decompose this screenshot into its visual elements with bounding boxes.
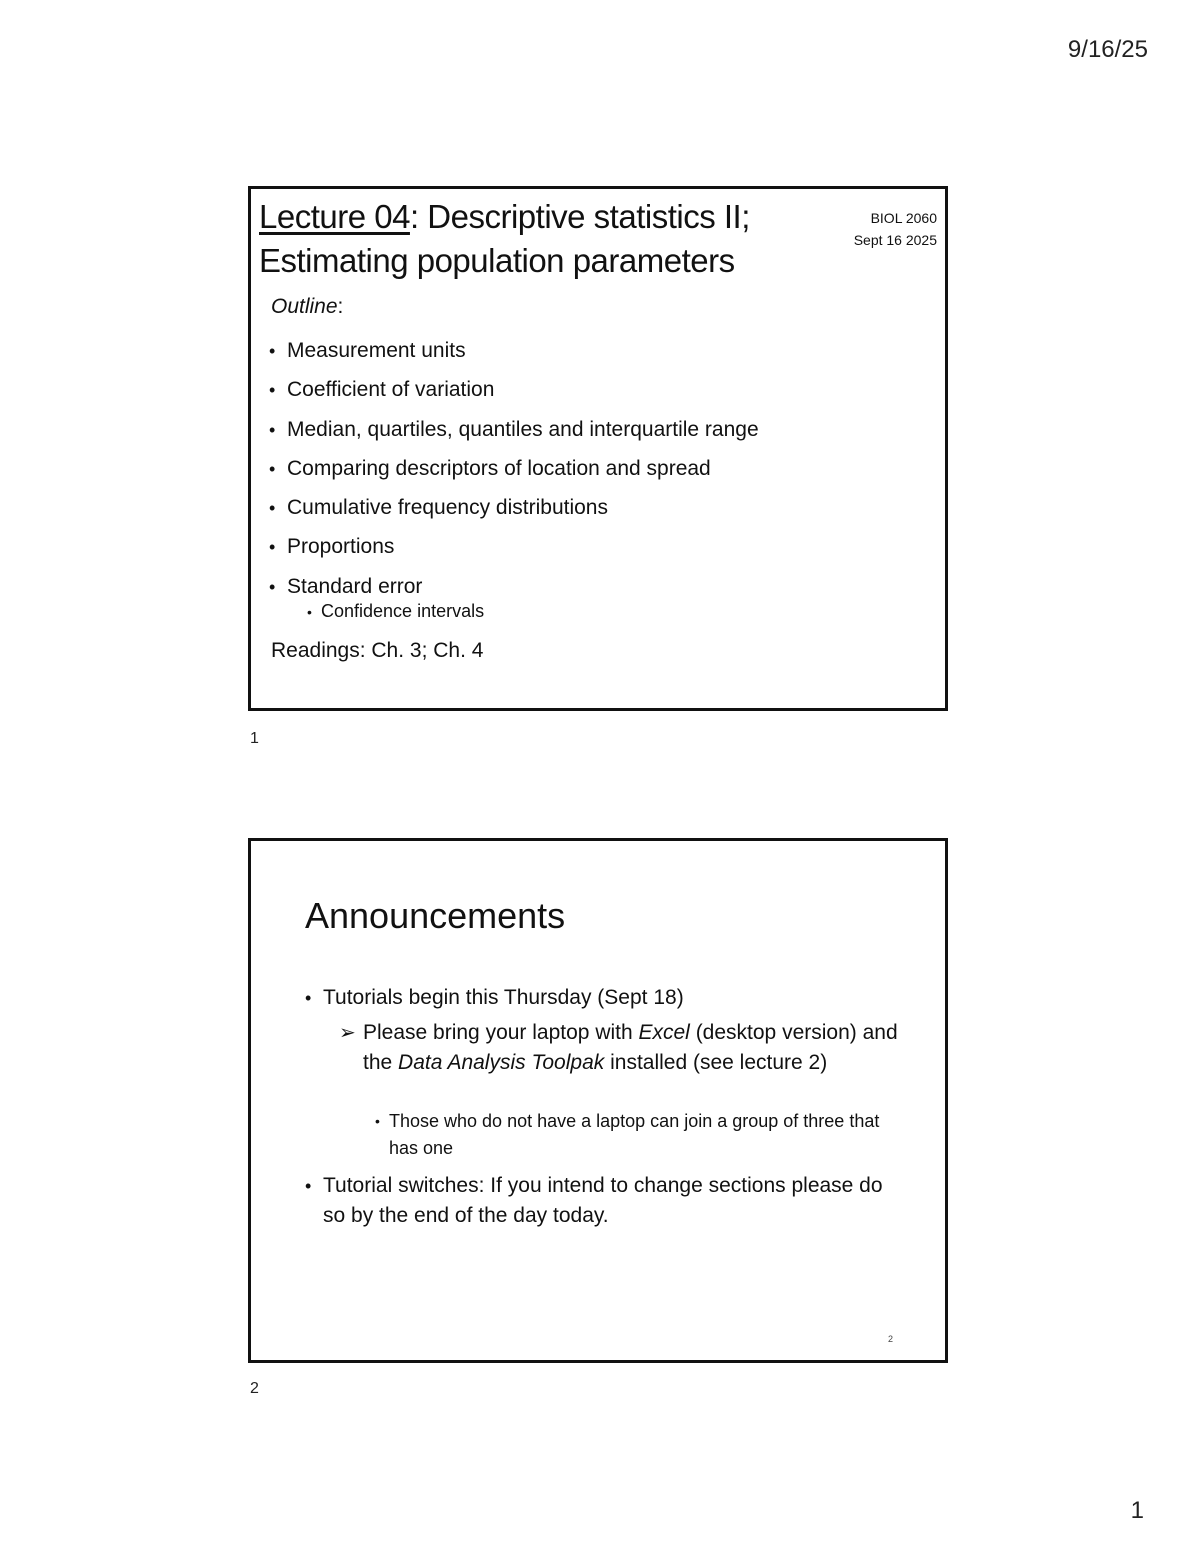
- slide-number: 2: [887, 1334, 893, 1344]
- list-item-text: Proportions: [287, 535, 395, 559]
- slide-label-1: 1: [250, 730, 259, 747]
- arrow-bullet-icon: ➢: [339, 1022, 356, 1044]
- lecture-date: Sept 16 2025: [853, 232, 937, 248]
- text-run: Please bring your laptop with: [363, 1021, 639, 1044]
- bullet-icon: •: [305, 1176, 312, 1196]
- list-item: [269, 331, 759, 370]
- list-item: [269, 449, 759, 488]
- list-item: [305, 1171, 905, 1231]
- list-item: [305, 983, 905, 1013]
- slide-title: Announcements: [305, 895, 566, 936]
- list-item-text: Comparing descriptors of location and spread: [287, 456, 711, 480]
- outline-list: [269, 331, 759, 606]
- bullet-icon: •: [269, 537, 276, 558]
- list-item: [269, 410, 759, 449]
- bullet-icon: •: [305, 988, 312, 1008]
- sub-list-item: [339, 1018, 899, 1078]
- course-code: BIOL 2060: [870, 210, 937, 226]
- sub-sub-list-item-text: Those who do not have a laptop can join a group of three that has one: [389, 1111, 880, 1158]
- list-item: [269, 370, 759, 409]
- sub-sub-list-item: [375, 1108, 895, 1162]
- list-item-text: Coefficient of variation: [287, 378, 495, 402]
- list-item-text: Tutorials begin this Thursday (Sept 18): [323, 986, 684, 1009]
- list-item: [269, 488, 759, 527]
- bullet-icon: •: [269, 458, 276, 479]
- text-run: (desktop version) and the: [363, 1021, 898, 1074]
- bullet-icon: •: [269, 419, 276, 440]
- lecture-title-text: : Descriptive statistics II; Estimating population parameters: [259, 198, 750, 279]
- lecture-number: Lecture 04: [259, 198, 410, 235]
- bullet-icon: •: [269, 576, 276, 597]
- bullet-icon: •: [269, 498, 276, 519]
- bullet-icon: •: [375, 1113, 380, 1129]
- outline-label: Outline: [271, 295, 338, 318]
- page-date: 9/16/25: [1067, 36, 1148, 63]
- list-item-text: Measurement units: [287, 339, 466, 362]
- slide-2: [248, 838, 948, 1363]
- slide-title: [259, 195, 829, 283]
- list-item-text: Tutorial switches: If you intend to change sections please do so by the end of the day today.: [323, 1174, 883, 1227]
- page-number: 1: [1130, 1497, 1144, 1524]
- bullet-icon: •: [269, 380, 276, 401]
- list-item-text: Cumulative frequency distributions: [287, 496, 608, 520]
- sub-list-item-text: [363, 1018, 899, 1078]
- bullet-icon: •: [269, 341, 276, 361]
- text-run: installed (see lecture 2): [604, 1051, 828, 1074]
- outline-colon: :: [337, 295, 344, 318]
- slide-1: [248, 186, 948, 711]
- list-item-text: Median, quartiles, quantiles and interquartile range: [287, 417, 759, 441]
- list-item: [269, 527, 759, 566]
- excel-text: Excel: [638, 1021, 690, 1044]
- toolpak-text: Data Analysis Toolpak: [398, 1051, 605, 1074]
- course-info: [854, 207, 937, 251]
- bullet-icon: •: [307, 604, 312, 620]
- readings: Readings: Ch. 3; Ch. 4: [271, 639, 484, 662]
- outline-heading: [271, 295, 343, 319]
- sub-list-item-text: Confidence intervals: [321, 601, 485, 621]
- sub-list-item: [307, 601, 484, 622]
- list-item-text: Standard error: [287, 574, 423, 598]
- slide-label-2: 2: [250, 1380, 259, 1397]
